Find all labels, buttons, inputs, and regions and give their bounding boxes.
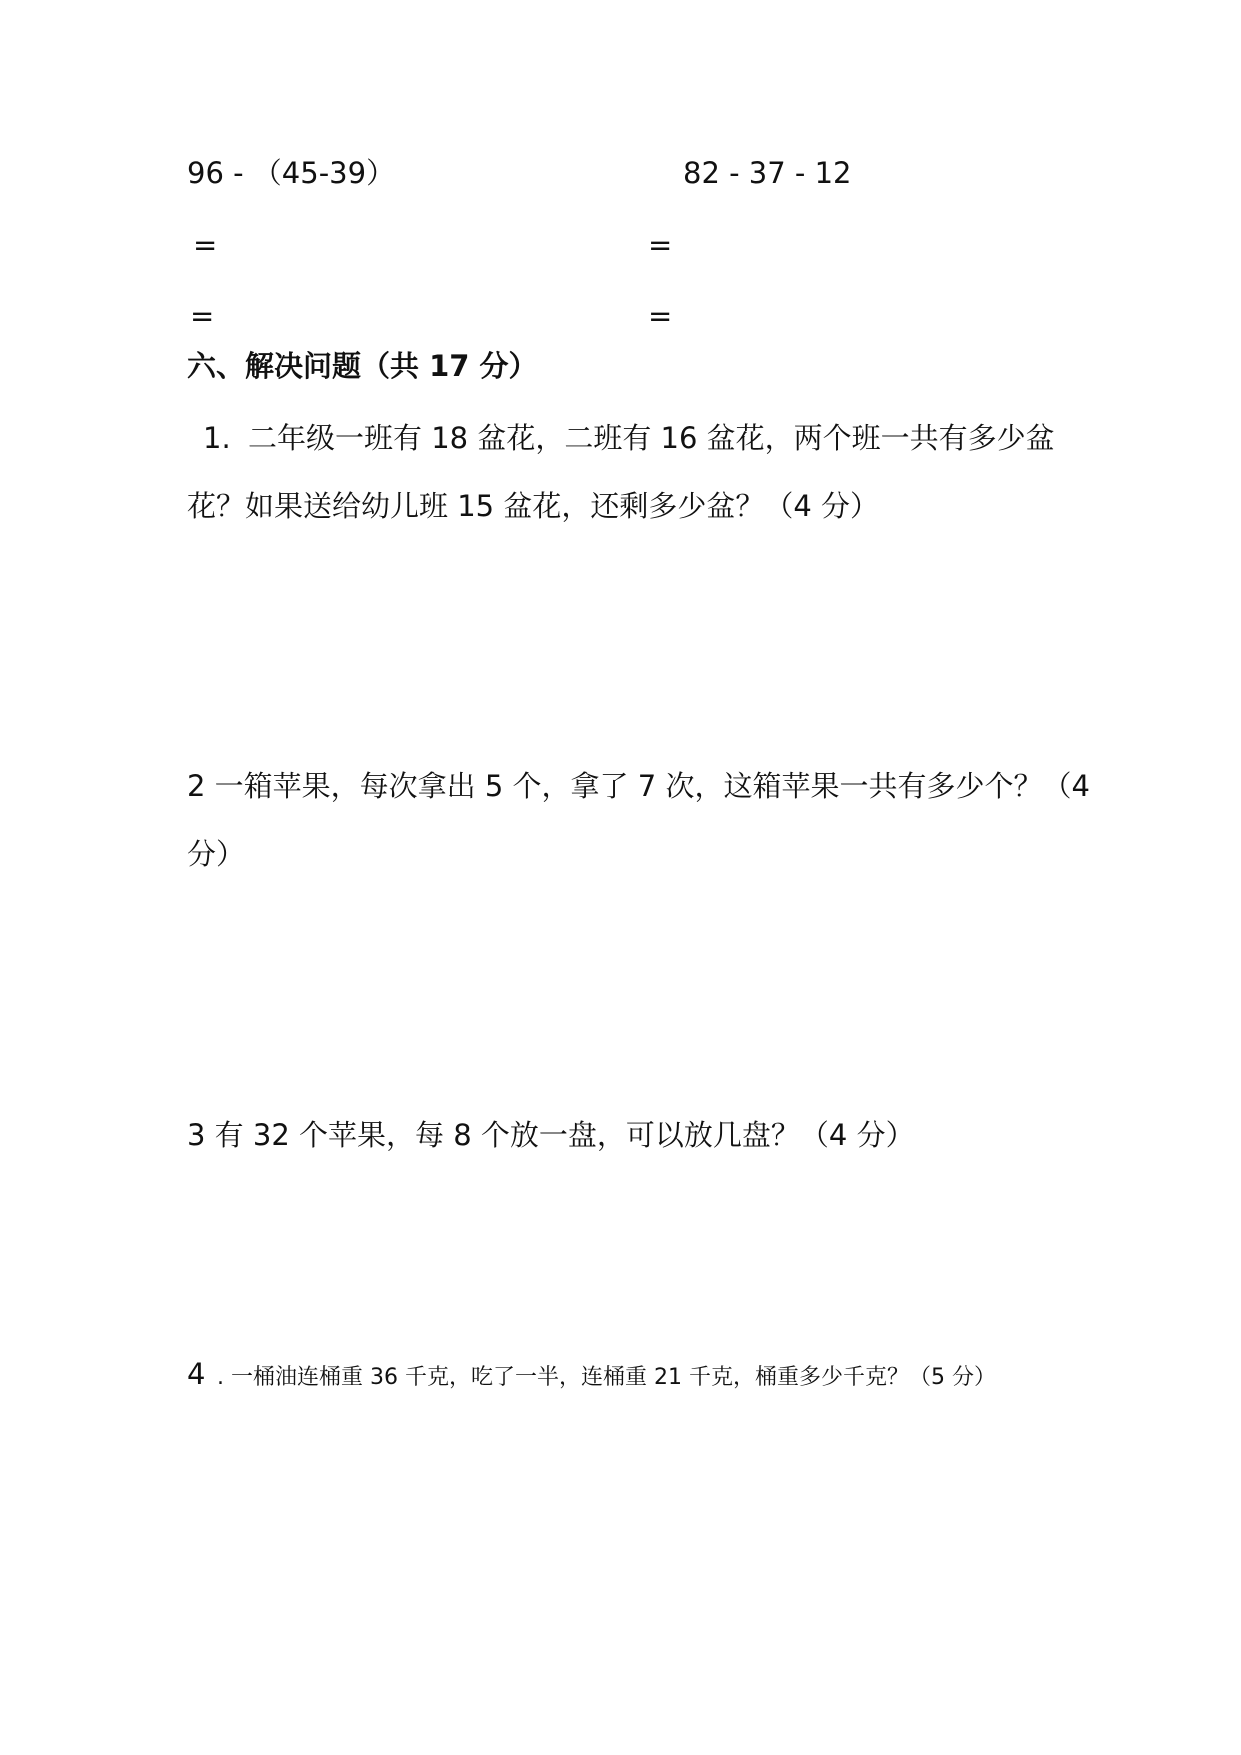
problem-1-line-2: 花？如果送给幼儿班 15 盆花，还剩多少盆？（4 分）	[187, 489, 880, 523]
problem-3-line-1: 3 有 32 个苹果，每 8 个放一盘，可以放几盘？（4 分）	[187, 1118, 915, 1152]
problem-1-number: 1.	[203, 421, 231, 455]
right-equals-1: =	[648, 228, 673, 262]
right-equals-2: =	[648, 299, 673, 333]
problem-2-line-2: 分）	[187, 837, 246, 871]
left-equals-1: =	[193, 228, 218, 262]
left-equals-2: =	[190, 299, 215, 333]
problem-2-line-1: 2 一箱苹果，每次拿出 5 个，拿了 7 次，这箱苹果一共有多少个？（4	[187, 769, 1090, 803]
problem-4-number: 4	[187, 1357, 206, 1391]
left-expression: 96 - （45-39）	[187, 156, 396, 190]
problem-4-line-1: . 一桶油连桶重 36 千克，吃了一半，连桶重 21 千克，桶重多少千克？（5 分）	[217, 1365, 996, 1390]
problem-1-line-1: 二年级一班有 18 盆花，二班有 16 盆花，两个班一共有多少盆	[248, 421, 1055, 455]
section-title: 六、解决问题（共 17 分）	[187, 349, 538, 383]
right-expression: 82 - 37 - 12	[683, 156, 852, 190]
